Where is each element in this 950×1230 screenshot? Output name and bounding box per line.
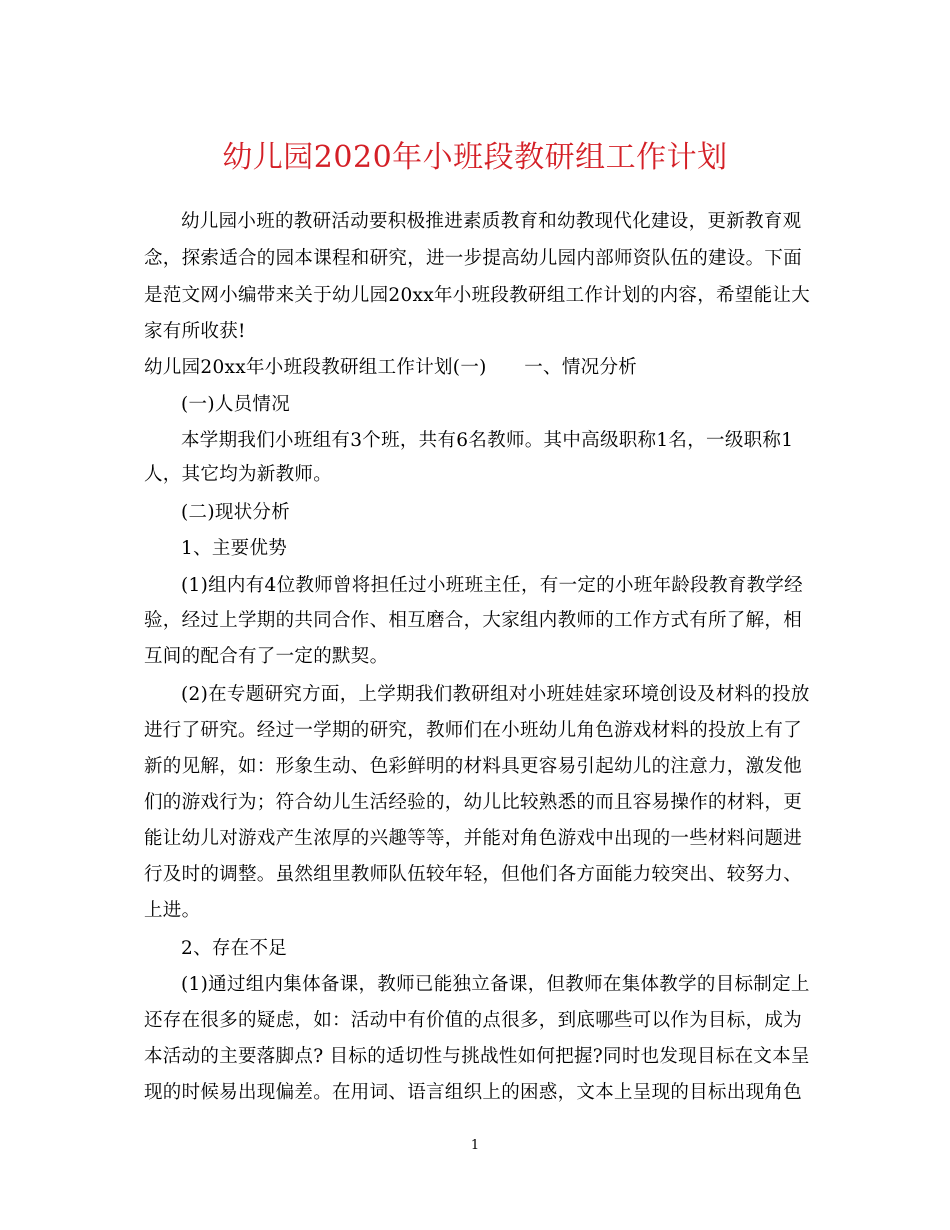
point1-item1-line-1: (1)组内有4位教师曾将担任过小班班主任，有一定的小班年龄段教育教学经: [181, 575, 803, 596]
intro-line-2: 念，探索适合的园本课程和研究，进一步提高幼儿园内部师资队伍的建设。下面: [144, 248, 803, 269]
point1-item1-line-2: 验，经过上学期的共同合作、相互磨合，大家组内教师的工作方式有所了解，相: [144, 610, 803, 631]
point1-item1-line-3: 互间的配合有了一定的默契。: [144, 646, 389, 667]
point2-item1-line-2: 还存在很多的疑虑，如：活动中有价值的点很多，到底哪些可以作为目标，成为: [144, 1010, 803, 1031]
point2-heading: 2、存在不足: [181, 938, 288, 959]
point2-item1-line-3: 本活动的主要落脚点? 目标的适切性与挑战性如何把握?同时也发现目标在文本呈: [144, 1046, 810, 1067]
point1-item2-line-4: 们的游戏行为；符合幼儿生活经验的，幼儿比较熟悉的而且容易操作的材料，更: [144, 792, 803, 813]
sub2-heading: (二)现状分析: [181, 502, 291, 523]
document-title: 幼儿园2020年小班段教研组工作计划: [222, 140, 728, 175]
sub1-heading: (一)人员情况: [181, 394, 291, 415]
point1-item2-line-1: (2)在专题研究方面，上学期我们教研组对小班娃娃家环境创设及材料的投放: [181, 684, 810, 705]
sub1-line-1: 本学期我们小班组有3个班，共有6名教师。其中高级职称1名，一级职称1: [181, 430, 794, 451]
point2-item1-line-1: (1)通过组内集体备课，教师已能独立备课，但教师在集体教学的目标制定上: [181, 974, 810, 995]
sub1-line-2: 人，其它均为新教师。: [144, 464, 333, 485]
point1-heading: 1、主要优势: [181, 538, 288, 559]
point1-item2-line-7: 上进。: [144, 900, 201, 921]
intro-line-3: 是范文网小编带来关于幼儿园20xx年小班段教研组工作计划的内容，希望能让大: [144, 285, 811, 306]
point1-item2-line-2: 进行了研究。经过一学期的研究，教师们在小班幼儿角色游戏材料的投放上有了: [144, 720, 803, 741]
section-heading: 幼儿园20xx年小班段教研组工作计划(一) 一、情况分析: [144, 357, 638, 378]
point1-item2-line-5: 能让幼儿对游戏产生浓厚的兴趣等等，并能对角色游戏中出现的一些材料问题进: [144, 828, 803, 849]
point1-item2-line-3: 新的见解，如：形象生动、色彩鲜明的材料具更容易引起幼儿的注意力，激发他: [144, 756, 803, 777]
page-number: 1: [470, 1138, 480, 1153]
intro-line-1: 幼儿园小班的教研活动要积极推进素质教育和幼教现代化建设，更新教育观: [181, 211, 802, 232]
point1-item2-line-6: 行及时的调整。虽然组里教师队伍较年轻，但他们各方面能力较突出、较努力、: [144, 864, 803, 885]
point2-item1-line-4: 现的时候易出现偏差。在用词、语言组织上的困惑，文本上呈现的目标出现角色: [144, 1082, 803, 1103]
intro-line-4: 家有所收获!: [144, 321, 246, 342]
